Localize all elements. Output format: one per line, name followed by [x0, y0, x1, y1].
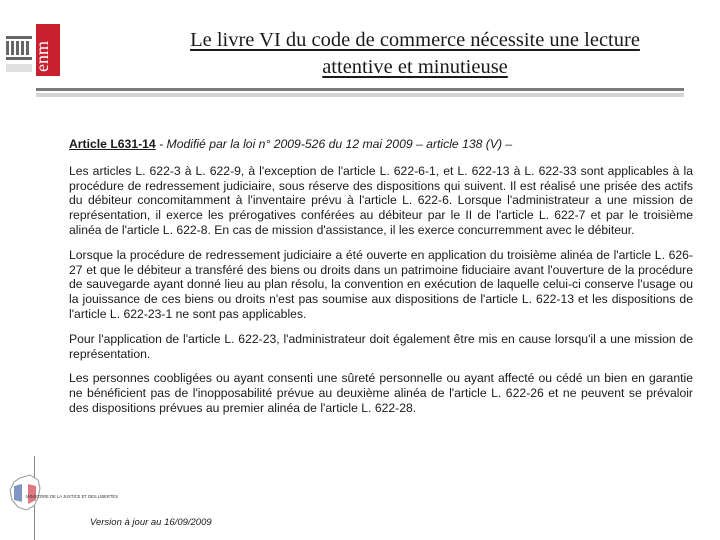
enm-logo [2, 24, 64, 76]
enm-logo-text: enm [32, 41, 52, 72]
article-reference: Article L631-14 [69, 137, 156, 151]
page-title [110, 27, 720, 81]
paragraph: Pour l'application de l'article L. 622-23, l'administrateur doit également être mis en cause lorsqu'il a une mission de représentation. [69, 331, 693, 361]
ministry-logo-text: MINISTÈRE DE LA JUSTICE ET DES LIBERTÉS [26, 494, 118, 499]
paragraph: Les articles L. 622-3 à L. 622-9, à l'exception de l'article L. 622-6-1, et L. 622-13 à L. 622-33 sont applicables à la procédure de redressement judiciaire, sous réserve des dispositions qui suivent. Il est réalisé une prisée des actifs du débiteur concomitamment à l'inventaire prévu à l'article L. 622-6. Lorsque l'administrateur a une mission de représentation, il exerce les prérogatives conférées au débiteur par le II de l'article L. 622-7 et par le troisième alinéa de l'article L. 622-8. En cas de mission d'assistance, il les exerce concurremment avec le débiteur. [69, 163, 693, 237]
article-modification: - Modifié par la loi n° 2009-526 du 12 mai 2009 – article 138 (V) – [155, 137, 513, 151]
article-heading [69, 137, 693, 152]
paragraph: Lorsque la procédure de redressement judiciaire a été ouverte en application du troisième alinéa de l'article L. 626-27 et que le débiteur a transféré des biens ou droits dans un patrimoine fiduciaire avant l'ouverture de la procédure de sauvegarde ayant donné lieu au plan résolu, la convention en exécution de laquelle celui-ci conserve l'usage ou la jouissance de ces biens ou droits n'est pas soumise aux dispositions de l'article L. 622-13 et les dispositions de l'article L. 622-23-1 ne sont pas applicables. [69, 247, 693, 321]
header-divider-light [36, 93, 684, 97]
header-divider-dark [36, 88, 684, 91]
paragraph: Les personnes coobligées ou ayant consenti une sûreté personnelle ou ayant affecté ou cédé un bien en garantie ne bénéficient pas de l'inopposabilité prévue au deuxième alinéa de l'article L. 622-26 et ne peuvent se prévaloir des dispositions prévues au premier alinéa de l'article L. 622-28. [69, 371, 693, 415]
title-line-1: Le livre VI du code de commerce nécessite une lecture [190, 29, 640, 51]
article-content [69, 137, 693, 426]
version-footer: Version à jour au 16/09/2009 [90, 517, 212, 528]
ministry-logo [4, 472, 118, 532]
title-line-2: attentive et minutieuse [322, 56, 508, 78]
